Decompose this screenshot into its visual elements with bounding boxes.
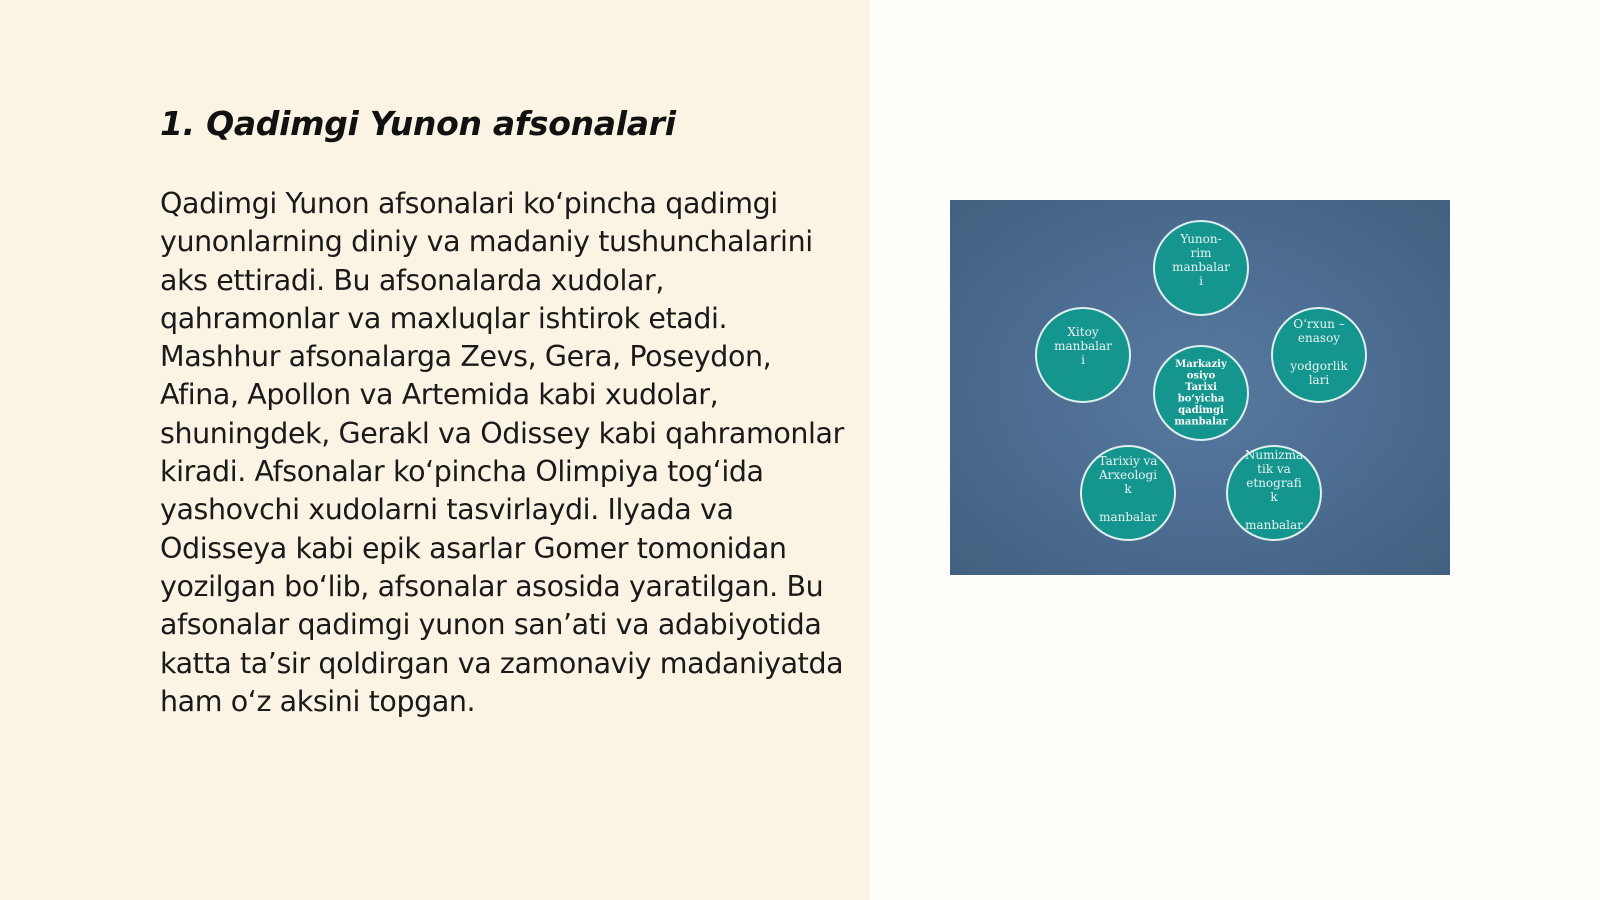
diagram-label-line bbox=[1126, 496, 1130, 510]
diagram-label-line: Markaziy bbox=[1175, 359, 1227, 370]
diagram-center-label bbox=[1174, 359, 1228, 428]
diagram-node-numismatic bbox=[1227, 446, 1321, 540]
diagram-node-center bbox=[1154, 346, 1248, 440]
diagram-label-line: manbalar bbox=[1172, 260, 1230, 274]
slide-body-text: Qadimgi Yunon afsonalari ko‘pincha qadimgi yunonlarning diniy va madaniy tushunchalarini aks ettiradi. Bu afsonalarda xudolar, qahramonlar va maxluqlar ishtirok etadi. Mashhur afsonalarga Zevs, Gera, Poseydon, Afina, Apollon va Artemida kabi xudolar, shuningdek, Gerakl va Odissey kabi qahramonlar kiradi. Afsonalar ko‘pincha Olimpiya tog‘ida yashovchi xudolarni tasvirlaydi. Ilyada va Odisseya kabi epik asarlar Gomer tomonidan yozilgan bo‘lib, afsonalar asosida yaratilgan. Bu afsonalar qadimgi yunon san’ati va adabiyotida katta ta’sir qoldirgan va zamonaviy madaniyatda ham o‘z aksini topgan. bbox=[160, 187, 844, 718]
diagram-label-line: lari bbox=[1308, 373, 1330, 387]
diagram-label-line: Tarixi bbox=[1185, 382, 1217, 393]
diagram-label-line: rim bbox=[1190, 246, 1212, 260]
diagram-label-line: i bbox=[1199, 274, 1203, 288]
diagram-label-line: manbalar bbox=[1054, 339, 1112, 353]
diagram-label-line bbox=[1272, 504, 1276, 518]
diagram-label-line: etnografi bbox=[1246, 476, 1302, 490]
slide-title: 1. Qadimgi Yunon afsonalari bbox=[160, 104, 676, 143]
sources-diagram-svg bbox=[950, 200, 1450, 575]
diagram-label-line: tik va bbox=[1257, 462, 1291, 476]
diagram-label-line: i bbox=[1081, 353, 1085, 367]
diagram-label-line: Numizma bbox=[1244, 448, 1304, 462]
diagram-label-line: O‘rxun – bbox=[1293, 317, 1345, 331]
diagram-label-line: Yunon- bbox=[1180, 232, 1222, 246]
diagram-node-orkhon bbox=[1272, 308, 1366, 402]
diagram-label-line: bo‘yicha bbox=[1177, 393, 1225, 405]
diagram-label-line: k bbox=[1124, 482, 1132, 496]
diagram-label-line: enasoy bbox=[1297, 331, 1341, 345]
diagram-label-line: qadimgi bbox=[1178, 405, 1224, 416]
diagram-node-greek-roman bbox=[1154, 221, 1248, 315]
sources-diagram-image bbox=[950, 200, 1450, 575]
diagram-node-chinese bbox=[1036, 308, 1130, 402]
diagram-node-historical bbox=[1081, 446, 1175, 540]
diagram-label-line: Arxeologi bbox=[1098, 468, 1158, 482]
diagram-label-line: manbalar bbox=[1245, 518, 1303, 532]
diagram-label-line: osiyo bbox=[1186, 370, 1216, 382]
diagram-label-line bbox=[1317, 345, 1321, 359]
diagram-label-line: manbalar bbox=[1174, 416, 1228, 428]
diagram-label-line: k bbox=[1270, 490, 1278, 504]
diagram-label-line: yodgorlik bbox=[1290, 359, 1348, 373]
diagram-label-line: Xitoy bbox=[1067, 325, 1099, 339]
diagram-label-line: Tarixiy va bbox=[1098, 454, 1158, 468]
diagram-label-line: manbalar bbox=[1099, 510, 1157, 524]
